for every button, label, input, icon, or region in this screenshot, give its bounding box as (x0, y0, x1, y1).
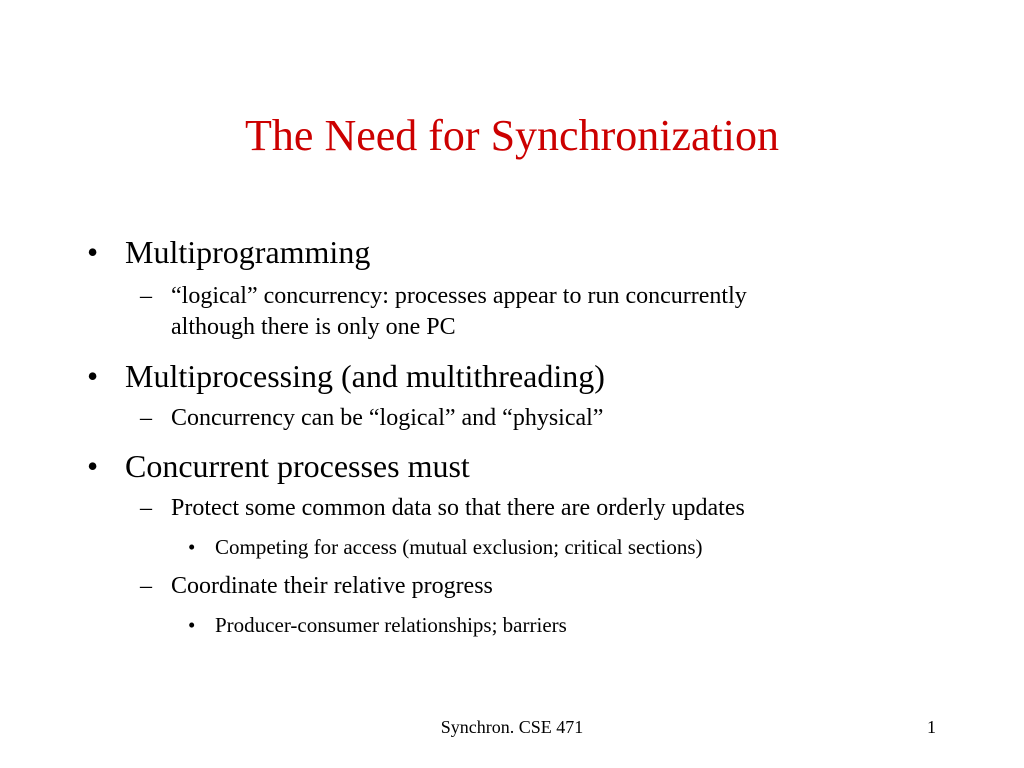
sub-item-text: Concurrency can be “logical” and “physical” (171, 405, 604, 431)
bullet-marker: • (87, 234, 99, 270)
bullet-text: Concurrent processes must (125, 448, 470, 484)
dash-marker: – (140, 573, 152, 599)
slide-title: The Need for Synchronization (245, 111, 779, 160)
dash-marker: – (140, 495, 152, 521)
dash-marker: – (140, 283, 152, 309)
bullet-marker: • (188, 613, 196, 637)
sub-item-text: Protect some common data so that there are orderly updates (171, 495, 745, 521)
page-number: 1 (927, 717, 936, 737)
sub-item-text: Coordinate their relative progress (171, 573, 493, 599)
sub-sub-item-text: Producer-consumer relationships; barriers (215, 613, 567, 637)
sub-item-text-line2: although there is only one PC (171, 314, 456, 340)
bullet-text: Multiprocessing (and multithreading) (125, 358, 605, 394)
sub-item-text-line1: “logical” concurrency: processes appear to run concurrently (171, 283, 747, 309)
bullet-text: Multiprogramming (125, 234, 371, 270)
bullet-marker: • (188, 535, 196, 559)
bullet-marker: • (87, 448, 99, 484)
dash-marker: – (140, 405, 152, 431)
bullet-marker: • (87, 358, 99, 394)
sub-sub-item-text: Competing for access (mutual exclusion; critical sections) (215, 535, 703, 559)
footer-label: Synchron. CSE 471 (440, 717, 584, 737)
